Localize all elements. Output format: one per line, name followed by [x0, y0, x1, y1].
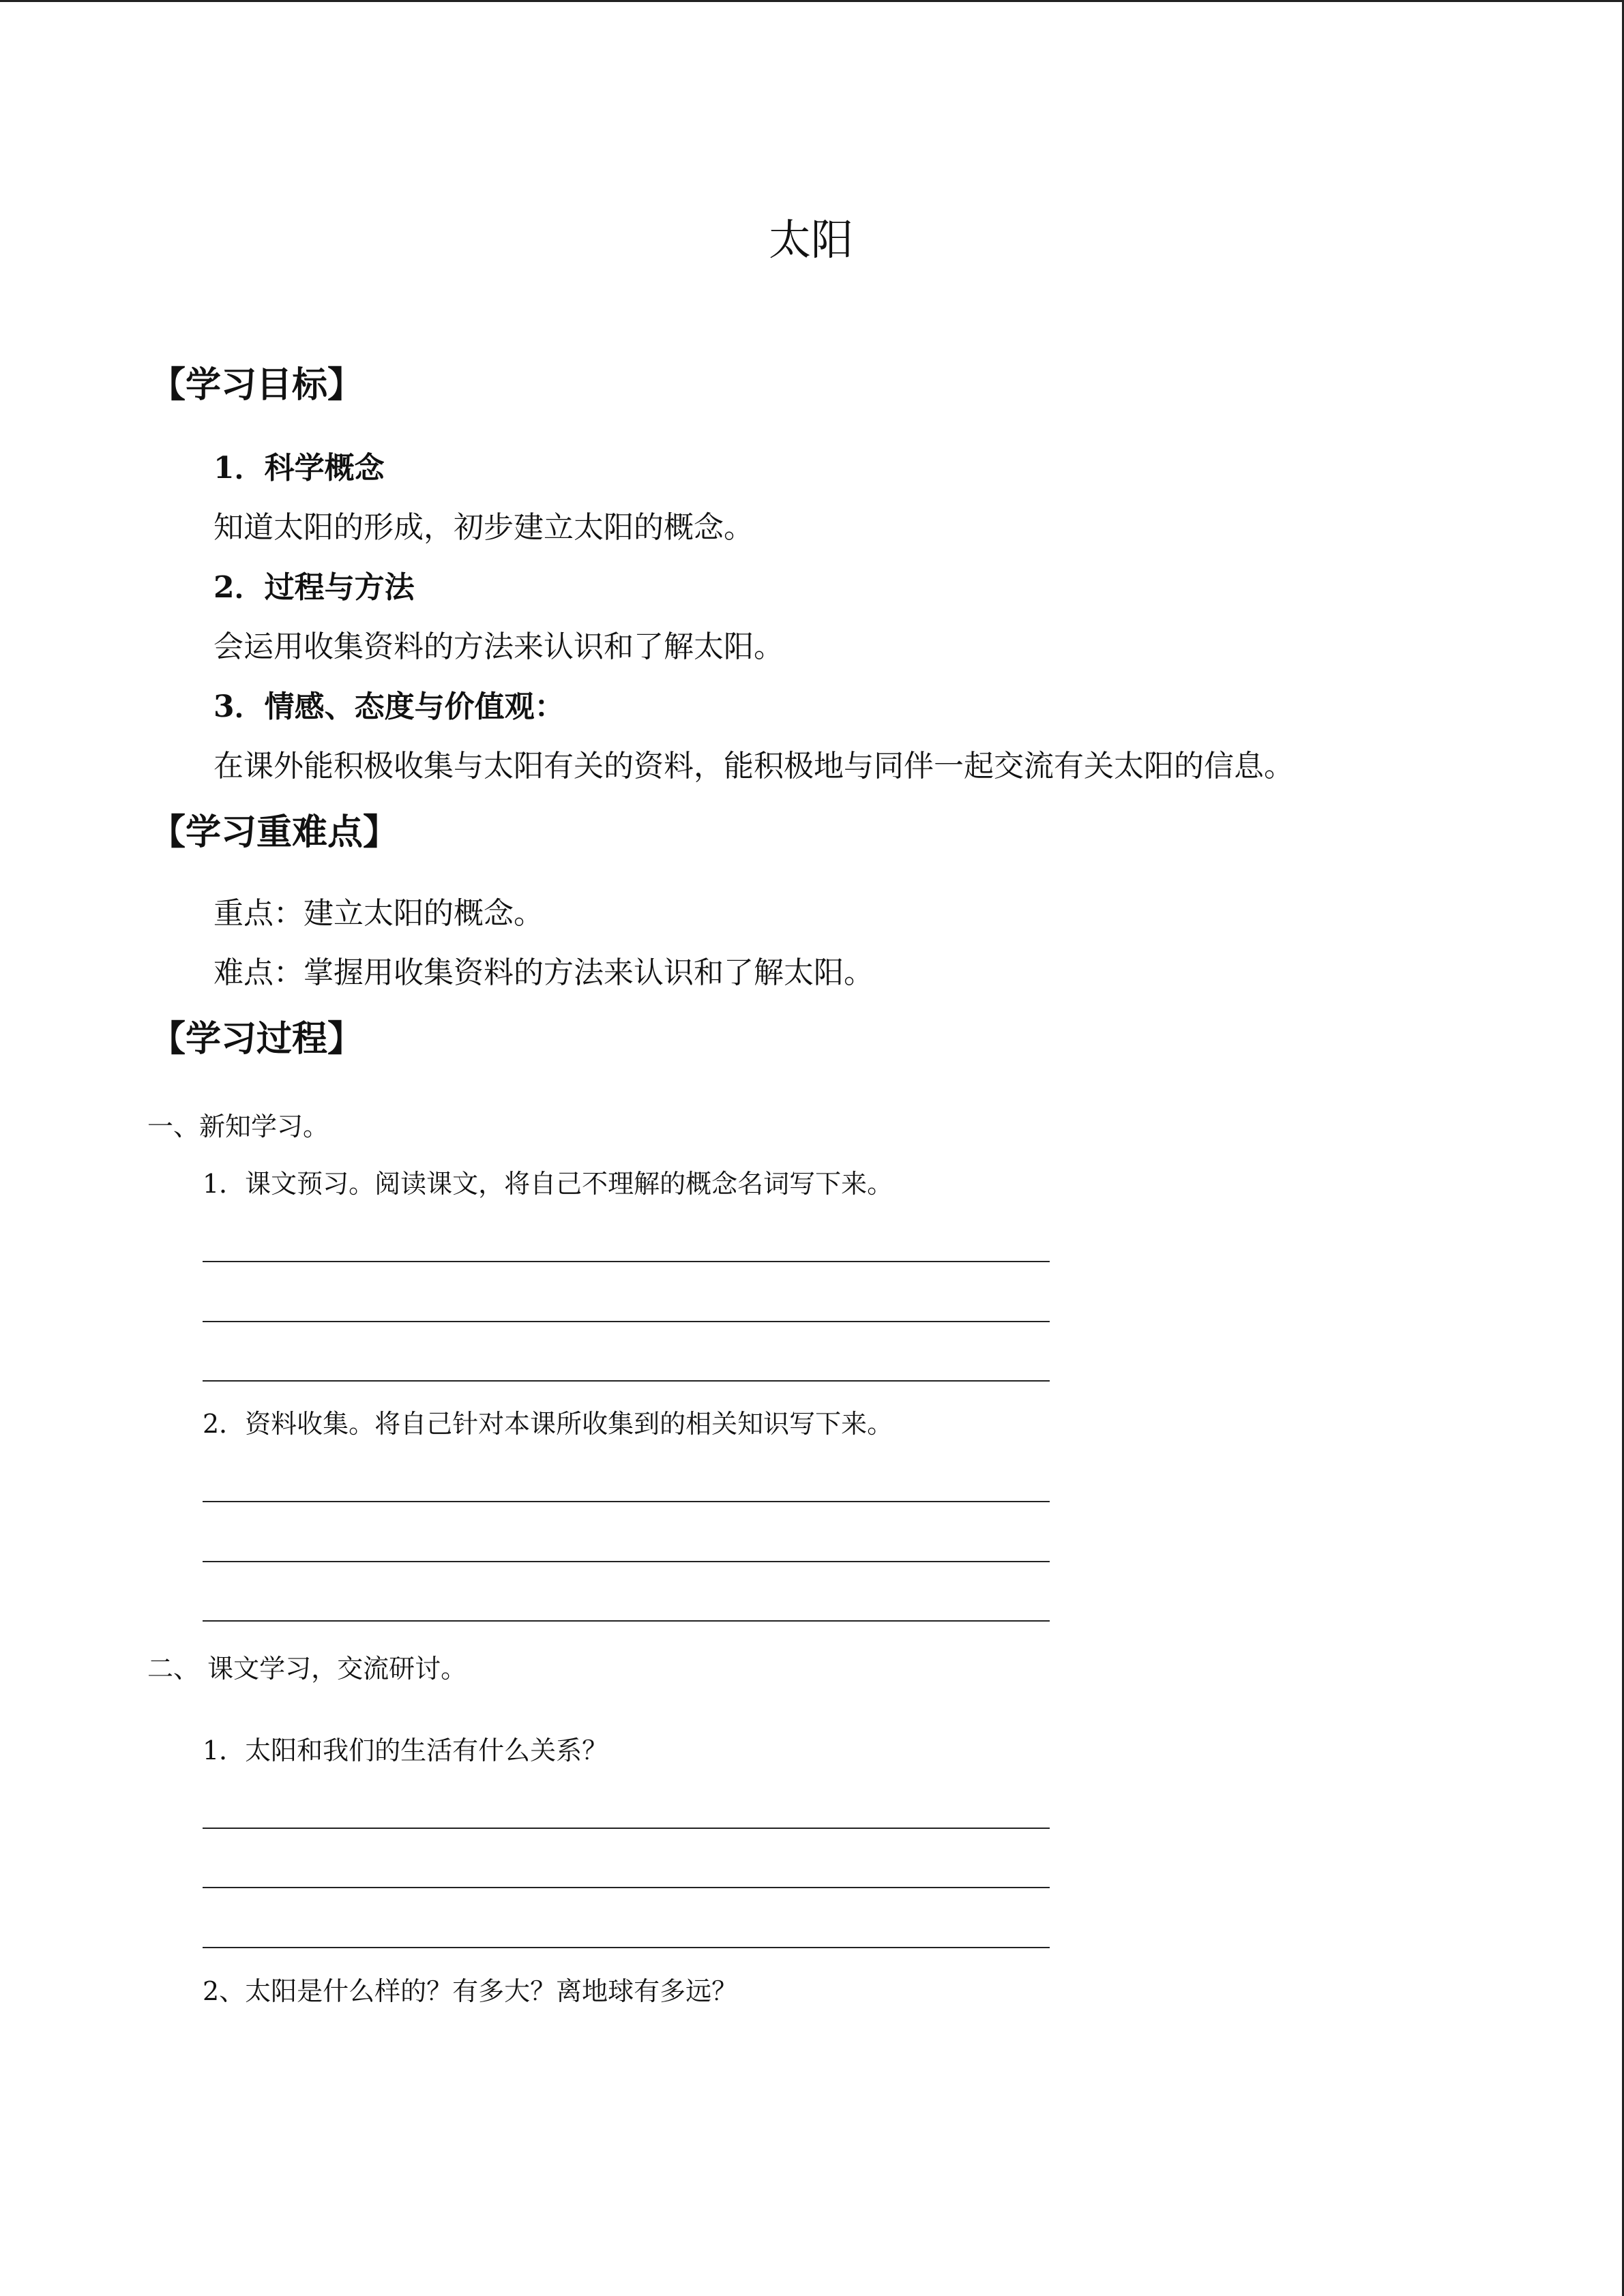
goals-heading: 【学习目标】 [150, 365, 364, 406]
answer-line [203, 1561, 1050, 1562]
keypoints-heading: 【学习重难点】 [150, 812, 399, 853]
process-heading: 【学习过程】 [150, 1019, 364, 1060]
answer-line [203, 1887, 1050, 1888]
goal-3-label: 3．情感、态度与价值观： [213, 689, 565, 724]
goal-1-label: 1．科学概念 [213, 451, 385, 486]
part1-question-1: 1．课文预习。阅读课文，将自己不理解的概念名词写下来。 [203, 1169, 894, 1199]
answer-line [203, 1620, 1050, 1622]
answer-line [203, 1828, 1050, 1829]
answer-line [203, 1321, 1050, 1322]
difficult-point: 难点：掌握用收集资料的方法来认识和了解太阳。 [213, 955, 874, 990]
part1-question-2: 2．资料收集。将自己针对本课所收集到的相关知识写下来。 [203, 1409, 894, 1439]
part2-question-1: 1．太阳和我们的生活有什么关系？ [203, 1735, 608, 1765]
answer-line [203, 1380, 1050, 1382]
answer-line [203, 1947, 1050, 1948]
part2-title: 二、 课文学习，交流研讨。 [147, 1654, 467, 1684]
goal-1-text: 知道太阳的形成，初步建立太阳的概念。 [213, 510, 754, 545]
page-border-top [0, 0, 1624, 2]
part2-question-2: 2、太阳是什么样的？有多大？离地球有多远？ [203, 1976, 738, 2006]
part1-title: 一、新知学习。 [147, 1112, 329, 1142]
answer-line [203, 1501, 1050, 1502]
page-title: 太阳 [769, 215, 854, 265]
key-point: 重点：建立太阳的概念。 [213, 896, 544, 931]
goal-2-text: 会运用收集资料的方法来认识和了解太阳。 [213, 629, 784, 664]
goal-2-label: 2．过程与方法 [213, 570, 415, 605]
answer-line [203, 1261, 1050, 1262]
goal-3-text: 在课外能积极收集与太阳有关的资料，能积极地与同伴一起交流有关太阳的信息。 [213, 749, 1294, 784]
